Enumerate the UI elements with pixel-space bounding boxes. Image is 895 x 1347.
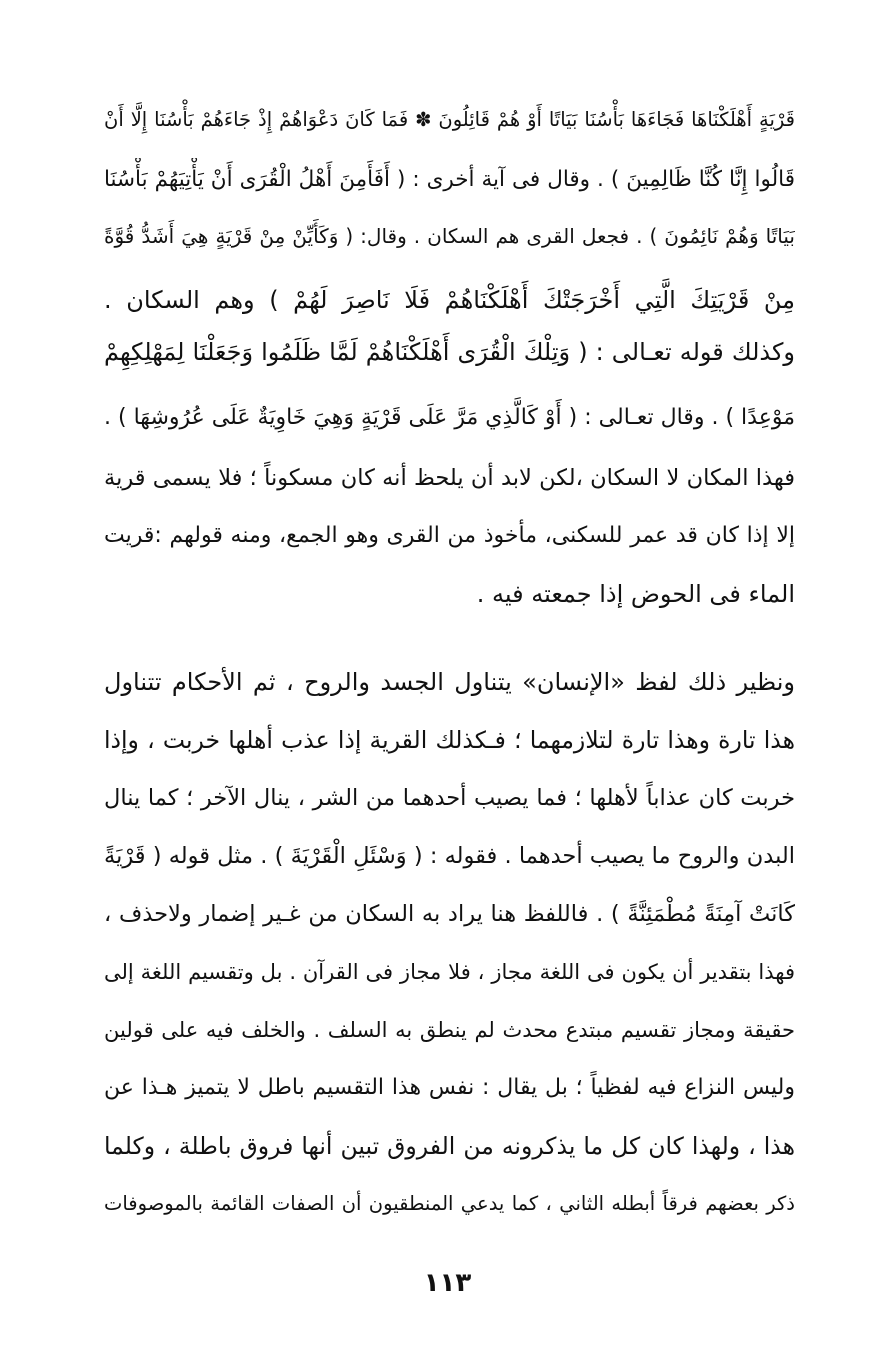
text-line: فهذا بتقدير أن يكون فى اللغة مجاز ، فلا مجاز فى القرآن . بل وتقسيم اللغة إلى <box>104 960 795 984</box>
text-line: فهذا المكان لا السكان ،لكن لابد أن يلحظ أنه كان مسكوناً ؛ فلا يسمى قرية <box>104 465 795 491</box>
page-number: ١١٣ <box>423 1268 472 1298</box>
text-line: هذا ، ولهذا كان كل ما يذكرونه من الفروق تبين أنها فروق باطلة ، وكلما <box>104 1132 795 1160</box>
text-line: قَرْيَةٍ أَهْلَكْنَاهَا فَجَاءَهَا بَأْسُنَا بَيَاتًا أَوْ هُمْ قَائِلُونَ ✽ فَمَا كَانَ دَعْوَاهُمْ إِذْ جَاءَهُمْ بَأْسُنَا إِلَّا أَنْ <box>104 108 795 131</box>
text-line: ذكر بعضهم فرقاً أبطله الثاني ، كما يدعي المنطقيون أن الصفات القائمة بالموصوفات <box>104 1192 795 1215</box>
text-line: ونظير ذلك لفظ «الإنسان» يتناول الجسد والروح ، ثم الأحكام تتناول <box>104 668 795 696</box>
text-line: الماء فى الحوض إذا جمعته فيه . <box>476 580 795 608</box>
text-line: خربت كان عذاباً لأهلها ؛ فما يصيب أحدهما من الشر ، ينال الآخر ؛ كما ينال <box>104 785 795 811</box>
text-line: مِنْ قَرْيَتِكَ الَّتِي أَخْرَجَتْكَ أَهْلَكْنَاهُمْ فَلَا نَاصِرَ لَهُمْ ) وهم السكان . <box>104 286 795 314</box>
text-line: قَالُوا إِنَّا كُنَّا ظَالِمِينَ ) . وقال فى آية أخرى : ( أَفَأَمِنَ أَهْلُ الْقُرَى أَنْ يَأْتِيَهُمْ بَأْسُنَا <box>104 167 795 192</box>
text-line: إلا إذا كان قد عمر للسكنى، مأخوذ من القرى وهو الجمع، ومنه قولهم :قريت <box>104 523 795 548</box>
text-line: حقيقة ومجاز تقسيم مبتدع محدث لم ينطق به السلف . والخلف فيه على قولين <box>104 1018 795 1042</box>
text-line: البدن والروح ما يصيب أحدهما . فقوله : ( وَسْئَلِ الْقَرْيَةَ ) . مثل قوله ( قَرْيَةً <box>104 843 795 869</box>
text-line: مَوْعِدًا ) . وقال تعـالى : ( أَوْ كَالَّذِي مَرَّ عَلَى قَرْيَةٍ وَهِيَ خَاوِيَةٌ عَلَى عُرُوشِهَا ) . <box>104 405 795 430</box>
text-line: وكذلك قوله تعـالى : ( وَتِلْكَ الْقُرَى أَهْلَكْنَاهُمْ لَمَّا ظَلَمُوا وَجَعَلْنَا لِمَهْلِكِهِمْ <box>104 338 795 366</box>
text-line: هذا تارة وهذا تارة لتلازمهما ؛ فـكذلك القرية إذا عذب أهلها خربت ، وإذا <box>104 726 795 754</box>
text-line: بَيَاتًا وَهُمْ نَائِمُونَ ) . فجعل القرى هم السكان . وقال: ( وَكَأَيِّنْ مِنْ قَرْيَةٍ هِيَ أَشَدُّ قُوَّةً <box>104 224 795 248</box>
text-line: كَانَتْ آمِنَةً مُطْمَئِنَّةً ) . فاللفظ هنا يراد به السكان من غـير إضمار ولاحذف ، <box>104 901 795 927</box>
text-line: وليس النزاع فيه لفظياً ؛ بل يقال : نفس هذا التقسيم باطل لا يتميز هـذا عن <box>104 1075 795 1100</box>
